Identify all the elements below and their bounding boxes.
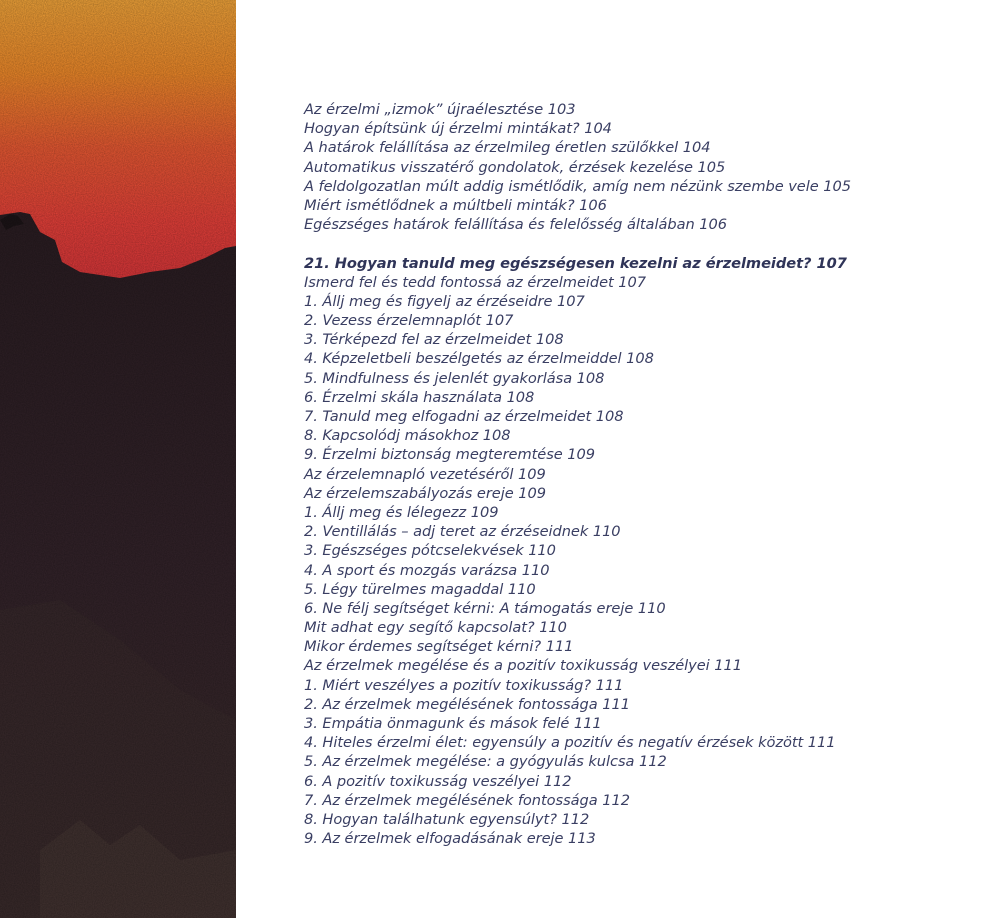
toc-entry: 2. Az érzelmek megélésének fontossága 111	[304, 695, 630, 713]
toc-entry: 6. Érzelmi skála használata 108	[304, 388, 535, 406]
toc-entry: 1. Miért veszélyes a pozitív toxikusság? 111	[304, 676, 624, 694]
toc-entry: 7. Az érzelmek megélésének fontossága 112	[304, 791, 630, 809]
toc-entry: 7. Tanuld meg elfogadni az érzelmeidet 108	[304, 408, 624, 425]
toc-entry: 6. Ne félj segítséget kérni: A támogatás ereje 110	[304, 599, 666, 617]
toc-entry: 5. Mindfulness és jelenlét gyakorlása 108	[304, 369, 605, 387]
toc-entry: 9. Az érzelmek elfogadásának ereje 113	[304, 830, 596, 848]
toc-entry: 9. Érzelmi biztonság megteremtése 109	[304, 446, 595, 464]
toc-entry: Egészséges határok felállítása és felelősség általában 106	[304, 216, 727, 234]
toc-entry: 5. Légy türelmes magaddal 110	[304, 580, 536, 598]
toc-entry: 3. Egészséges pótcselekvések 110	[304, 542, 556, 560]
toc-entry: Az érzelmi „izmok” újraélesztése 103	[304, 101, 576, 118]
toc-entry: 1. Állj meg és lélegezz 109	[304, 503, 499, 521]
table-of-contents	[304, 100, 984, 848]
toc-entry: Az érzelmek megélése és a pozitív toxikusság veszélyei 111	[304, 657, 742, 675]
toc-entry: 6. A pozitív toxikusság veszélyei 112	[304, 772, 572, 790]
sunset-painting-image	[0, 0, 236, 918]
toc-entry: Miért ismétlődnek a múltbeli minták? 106	[304, 196, 607, 214]
toc-entry: Ismerd fel és tedd fontossá az érzelmeidet 107	[304, 273, 646, 291]
toc-entry: 4. Hiteles érzelmi élet: egyensúly a pozitív és negatív érzések között 111	[304, 734, 836, 752]
toc-entry: 5. Az érzelmek megélése: a gyógyulás kulcsa 112	[304, 753, 667, 771]
section-spacer	[304, 234, 984, 253]
toc-entry: Automatikus visszatérő gondolatok, érzések kezelése 105	[304, 158, 726, 176]
toc-entry: 8. Hogyan találhatunk egyensúlyt? 112	[304, 810, 590, 828]
toc-entry: Mikor érdemes segítséget kérni? 111	[304, 638, 574, 656]
toc-entry: 4. Képzeletbeli beszélgetés az érzelmeiddel 108	[304, 350, 654, 368]
chapter-heading: 21. Hogyan tanuld meg egészségesen kezelni az érzelmeidet? 107	[304, 254, 847, 272]
toc-entry: 2. Ventillálás – adj teret az érzéseidnek 110	[304, 523, 621, 541]
toc-entry: 8. Kapcsolódj másokhoz 108	[304, 427, 511, 445]
toc-entry: Az érzelemszabályozás ereje 109	[304, 484, 546, 502]
toc-entry: 3. Térképezd fel az érzelmeidet 108	[304, 331, 564, 349]
toc-entry: 2. Vezess érzelemnaplót 107	[304, 312, 514, 330]
toc-entry: A határok felállítása az érzelmileg éretlen szülőkkel 104	[304, 139, 711, 157]
toc-entry: 4. A sport és mozgás varázsa 110	[304, 561, 550, 579]
toc-entry: Az érzelemnapló vezetéséről 109	[304, 465, 546, 483]
toc-entry: Hogyan építsünk új érzelmi mintákat? 104	[304, 120, 612, 138]
toc-entry: 3. Empátia önmagunk és mások felé 111	[304, 715, 602, 732]
toc-entry: 1. Állj meg és figyelj az érzéseidre 107	[304, 292, 585, 310]
toc-entry: Mit adhat egy segítő kapcsolat? 110	[304, 619, 567, 637]
toc-entry: A feldolgozatlan múlt addig ismétlődik, amíg nem nézünk szembe vele 105	[304, 177, 851, 195]
